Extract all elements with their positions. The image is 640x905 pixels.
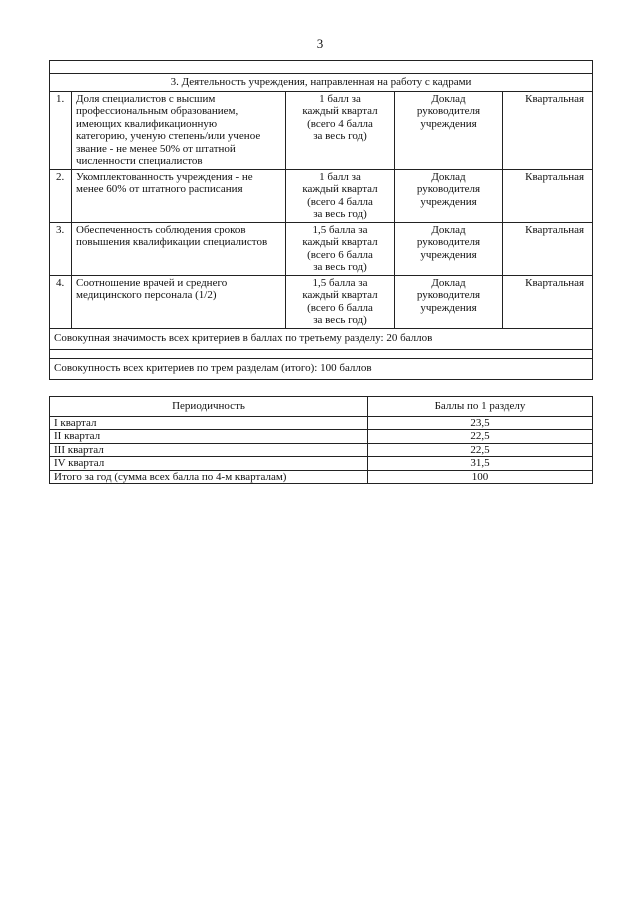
table-row xyxy=(50,222,593,275)
table-row xyxy=(50,457,593,471)
table-row xyxy=(50,91,593,169)
quarter-label: I квартал xyxy=(50,416,368,430)
header-points: Баллы по 1 разделу xyxy=(368,397,593,417)
row-number: 2. xyxy=(50,169,72,222)
section-title: 3. Деятельность учреждения, направленная на работу с кадрами xyxy=(50,74,593,92)
header-periodicity: Периодичность xyxy=(50,397,368,417)
section-summary-row xyxy=(50,328,593,349)
row-number: 3. xyxy=(50,222,72,275)
criterion-cell: Укомплектованность учреждения - не менее 60% от штатного расписания xyxy=(72,169,286,222)
period-cell: Квартальная xyxy=(503,275,593,328)
quarter-label: III квартал xyxy=(50,443,368,457)
points-cell: 1,5 балла за каждый квартал (всего 6 балла за весь год) xyxy=(286,222,395,275)
table-row xyxy=(50,416,593,430)
section-summary: Совокупная значимость всех критериев в баллах по третьему разделу: 20 баллов xyxy=(50,328,593,349)
table-row xyxy=(50,470,593,484)
period-cell: Квартальная xyxy=(503,169,593,222)
period-cell: Квартальная xyxy=(503,222,593,275)
criterion-cell: Соотношение врачей и среднего медицинского персонала (1/2) xyxy=(72,275,286,328)
quarter-label: IV квартал xyxy=(50,457,368,471)
section-header-row xyxy=(50,74,593,92)
quarter-label: II квартал xyxy=(50,430,368,444)
blank-row xyxy=(50,61,593,74)
total-summary: Совокупность всех критериев по трем разделам (итого): 100 баллов xyxy=(50,358,593,379)
criterion-cell: Обеспеченность соблюдения сроков повышения квалификации специалистов xyxy=(72,222,286,275)
quarters-table xyxy=(49,396,593,484)
quarter-value: 22,5 xyxy=(368,430,593,444)
points-cell: 1,5 балла за каждый квартал (всего 6 балла за весь год) xyxy=(286,275,395,328)
points-cell: 1 балл за каждый квартал (всего 4 балла за весь год) xyxy=(286,169,395,222)
table-row xyxy=(50,169,593,222)
quarter-value: 31,5 xyxy=(368,457,593,471)
table-row xyxy=(50,443,593,457)
criterion-cell: Доля специалистов с высшим профессиональным образованием, имеющих квалификационную категорию, ученую степень/или ученое звание - не менее 50% от штатной численности специалистов xyxy=(72,91,286,169)
total-summary-row xyxy=(50,358,593,379)
source-cell: Доклад руководителя учреждения xyxy=(395,222,503,275)
criteria-table xyxy=(49,60,593,380)
source-cell: Доклад руководителя учреждения xyxy=(395,275,503,328)
table-row xyxy=(50,430,593,444)
source-cell: Доклад руководителя учреждения xyxy=(395,91,503,169)
row-number: 4. xyxy=(50,275,72,328)
quarter-value: 100 xyxy=(368,470,593,484)
quarters-header-row xyxy=(50,397,593,417)
row-number: 1. xyxy=(50,91,72,169)
gap-row xyxy=(50,349,593,358)
quarter-value: 22,5 xyxy=(368,443,593,457)
points-cell: 1 балл за каждый квартал (всего 4 балла за весь год) xyxy=(286,91,395,169)
quarter-value: 23,5 xyxy=(368,416,593,430)
period-cell: Квартальная xyxy=(503,91,593,169)
quarter-label: Итого за год (сумма всех балла по 4-м кварталам) xyxy=(50,470,368,484)
source-cell: Доклад руководителя учреждения xyxy=(395,169,503,222)
table-row xyxy=(50,275,593,328)
page-number: 3 xyxy=(316,36,324,51)
